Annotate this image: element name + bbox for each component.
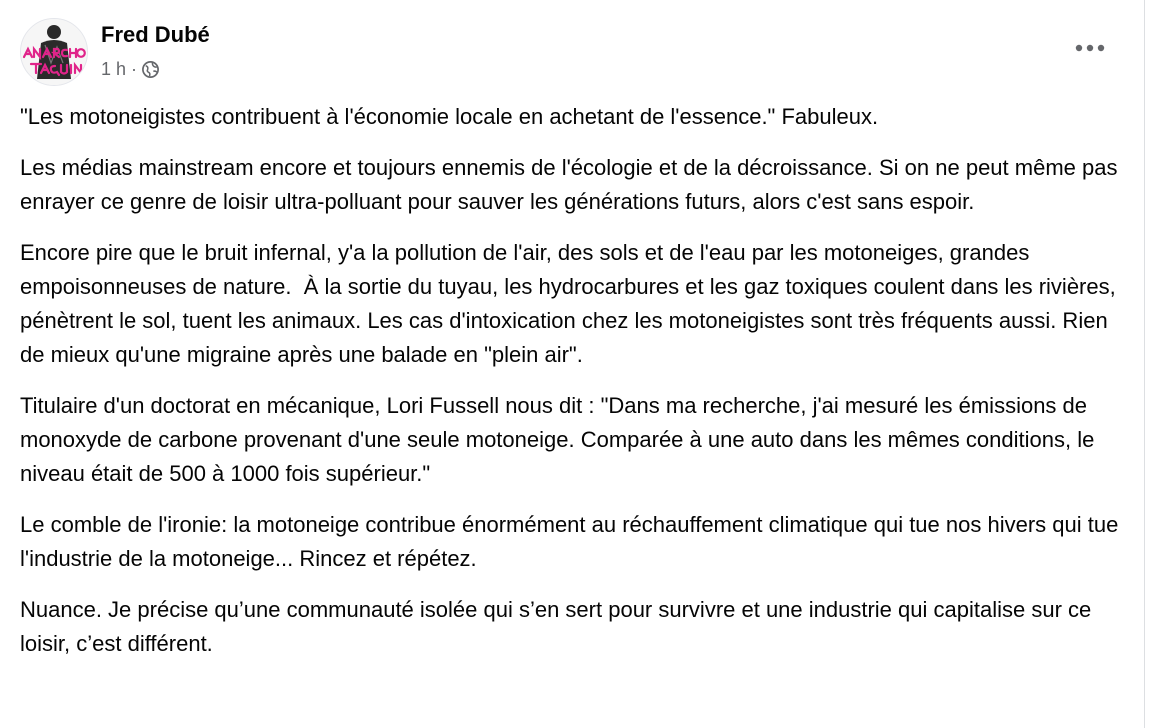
post-paragraph: Nuance. Je précise qu’une communauté isolée qui s’en sert pour survivre et une industrie qui capitalise sur ce loisir, c’est différent. bbox=[20, 597, 1098, 656]
post-paragraph: "Les motoneigistes contribuent à l'économie locale en achetant de l'essence." Fabuleux. bbox=[20, 104, 879, 129]
post-timestamp[interactable]: 1 h bbox=[101, 58, 127, 79]
post-paragraph: Titulaire d'un doctorat en mécanique, Lori Fussell nous dit : "Dans ma recherche, j'ai mesuré les émissions de monoxyde de carbone provenant d'une seule motoneige. Comparée à une auto dans les mêmes conditions, le niveau était de 500 à 1000 fois supérieur." bbox=[20, 393, 1101, 486]
more-options-button[interactable] bbox=[1070, 28, 1110, 68]
author-name[interactable]: Fred Dubé bbox=[101, 22, 210, 47]
post-paragraph: Les médias mainstream encore et toujours ennemis de l'écologie et de la décroissance. Si on ne peut même pas enrayer ce genre de loisir ultra-polluant pour sauver les générations futurs, alors c'est sans espoir. bbox=[20, 155, 1124, 214]
more-options-icon bbox=[1075, 44, 1105, 52]
globe-icon[interactable] bbox=[141, 60, 160, 79]
avatar[interactable] bbox=[20, 18, 88, 86]
avatar-image bbox=[21, 19, 87, 85]
post-paragraph: Encore pire que le bruit infernal, y'a la pollution de l'air, des sols et de l'eau par les motoneiges, grandes empoisonneuses de nature. À la sortie du tuyau, les hydrocarbures et les gaz toxiques coulent dans les rivières, pénètrent le sol, tuent les animaux. Les cas d'intoxication chez les motoneigistes sont très fréquents aussi. Rien de mieux qu'une migraine après une balade en "plein air". bbox=[20, 240, 1122, 367]
meta-separator: · bbox=[131, 58, 138, 79]
post-meta bbox=[101, 57, 160, 81]
post-paragraph: Le comble de l'ironie: la motoneige contribue énormément au réchauffement climatique qui tue nos hivers qui tue l'industrie de la motoneige... Rincez et répétez. bbox=[20, 512, 1125, 571]
post-header bbox=[20, 18, 1120, 82]
post-body bbox=[20, 100, 1130, 678]
